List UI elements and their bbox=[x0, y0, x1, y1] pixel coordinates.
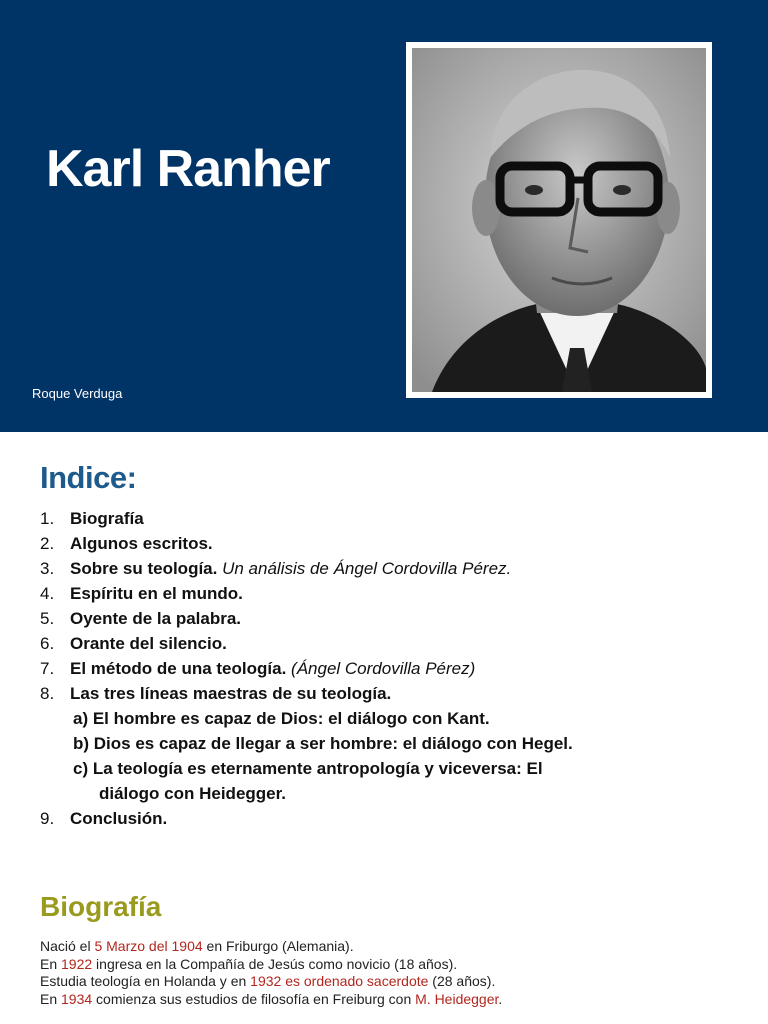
index-title: Indice: bbox=[40, 460, 137, 495]
biography-text bbox=[40, 938, 760, 1008]
list-sub-item: diálogo con Heidegger. bbox=[99, 784, 287, 803]
biography-line: Estudia teología en Holanda y en 1932 es ordenado sacerdote (28 años). bbox=[40, 973, 496, 989]
author-name: Roque Verduga bbox=[32, 386, 123, 401]
portrait-frame bbox=[406, 42, 712, 398]
list-item: 4. Espíritu en el mundo. bbox=[40, 584, 243, 603]
list-item: 7. El método de una teología. (Ángel Cordovilla Pérez) bbox=[40, 659, 476, 678]
title-banner bbox=[0, 0, 768, 432]
list-item: 5. Oyente de la palabra. bbox=[40, 609, 242, 628]
list-item: 2. Algunos escritos. bbox=[40, 534, 213, 553]
list-sub-item: c) La teología es eternamente antropología y viceversa: El bbox=[73, 759, 543, 778]
list-item: 1. Biografía bbox=[40, 509, 144, 528]
index-list bbox=[40, 506, 573, 831]
list-sub-item: a) El hombre es capaz de Dios: el diálogo con Kant. bbox=[73, 709, 490, 728]
biography-line: En 1934 comienza sus estudios de filosofía en Freiburg con M. Heidegger. bbox=[40, 990, 503, 1007]
page-title: Karl Ranher bbox=[46, 140, 330, 198]
portrait-photo bbox=[412, 48, 706, 392]
list-item: 6. Orante del silencio. bbox=[40, 634, 227, 653]
biography-line: En 1922 ingresa en la Compañía de Jesús como novicio (18 años). bbox=[40, 955, 458, 972]
list-item: 8. Las tres líneas maestras de su teología. bbox=[40, 684, 392, 703]
list-item: 3. Sobre su teología. Un análisis de Ángel Cordovilla Pérez. bbox=[40, 559, 512, 578]
list-sub-item: b) Dios es capaz de llegar a ser hombre: el diálogo con Hegel. bbox=[73, 734, 573, 753]
biography-title: Biografía bbox=[40, 891, 162, 922]
biography-line: Nació el 5 Marzo del 1904 en Friburgo (Alemania). bbox=[40, 938, 354, 954]
list-item: 9. Conclusión. bbox=[40, 809, 168, 828]
